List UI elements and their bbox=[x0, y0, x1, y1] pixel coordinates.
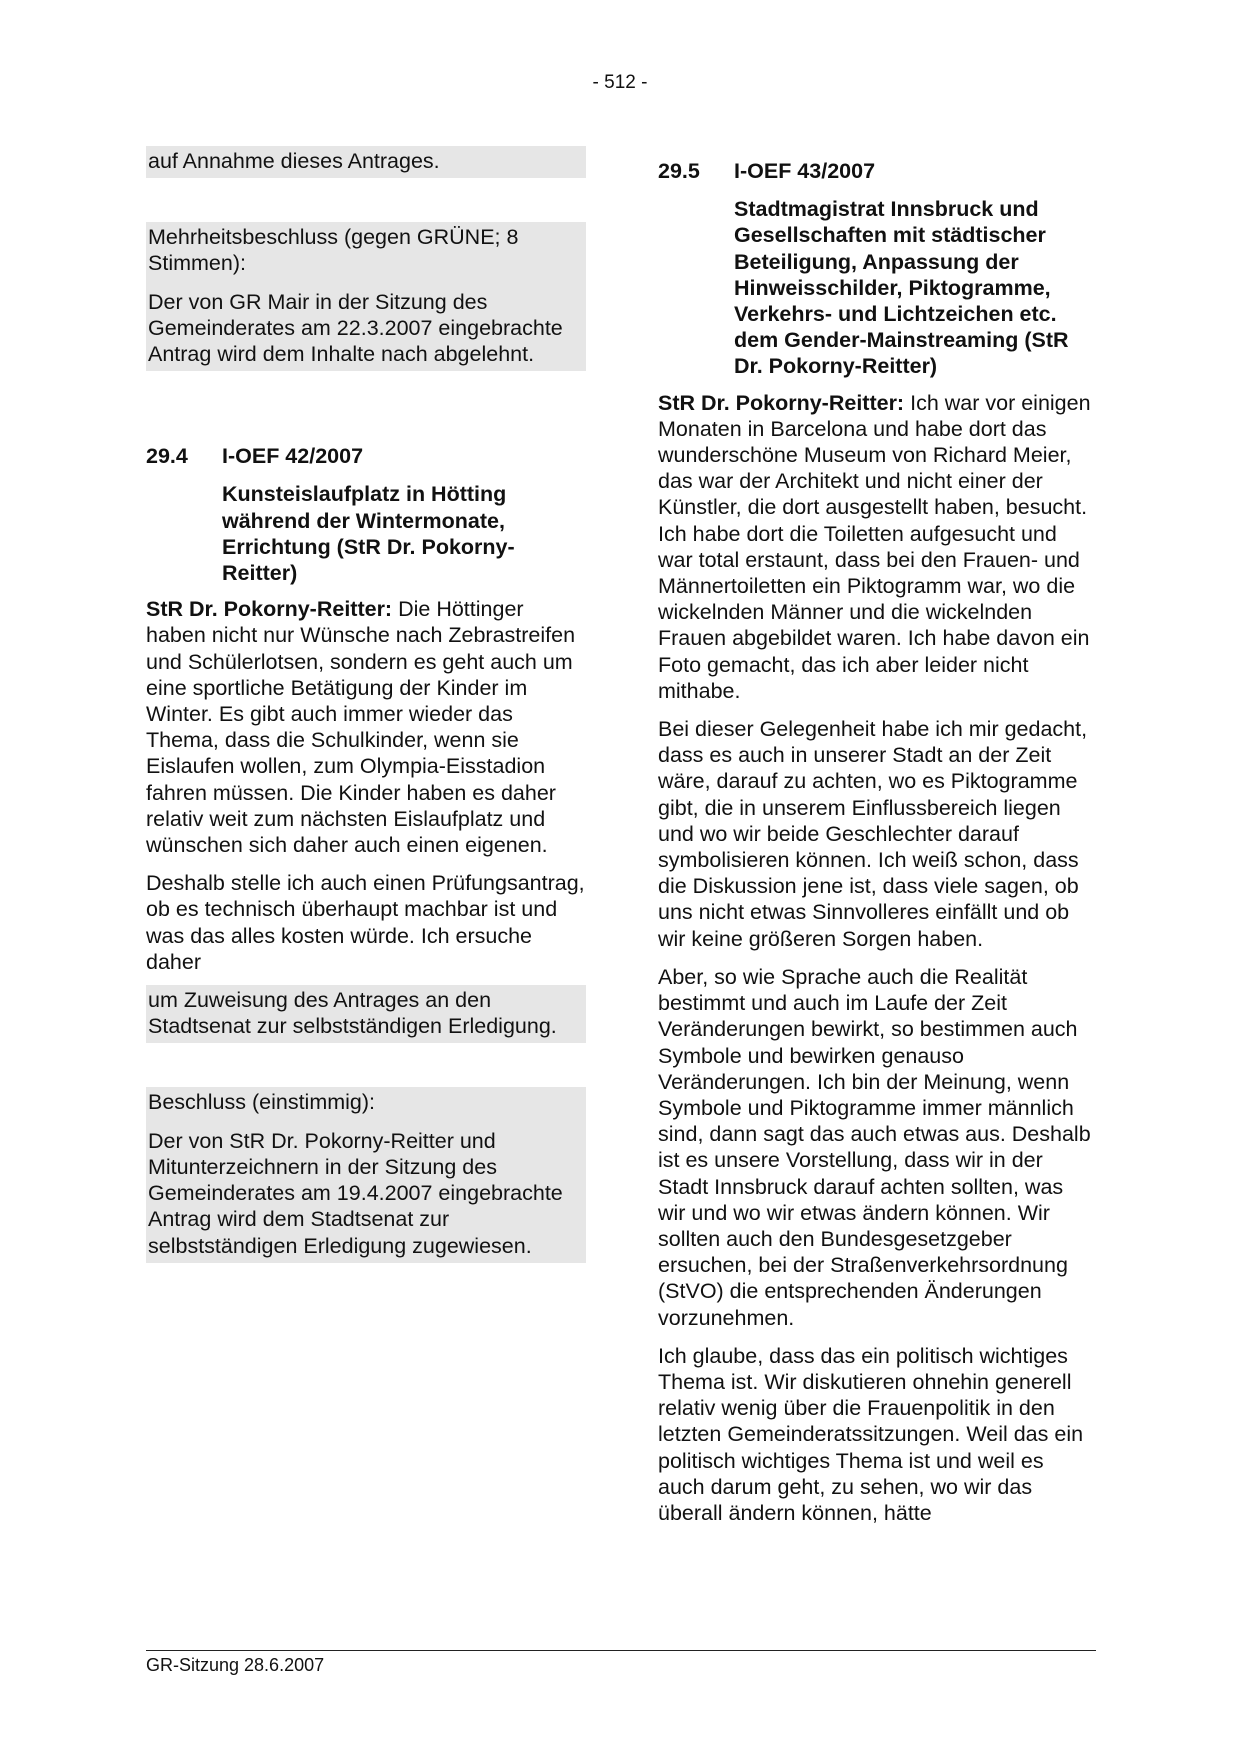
agenda-item-title: Stadtmagistrat Innsbruck und Gesellschaften mit städtischer Beteiligung, Anpassung der Hinweisschilder, Piktogramme, Verkehrs- und Lichtzeichen etc. dem Gender-Mainstreaming (StR Dr. Pokorny-Reitter) bbox=[734, 197, 1069, 379]
resolution-text: Der von StR Dr. Pokorny-Reitter und Mitunterzeichnern in der Sitzung des Gemeinderates am 19.4.2007 eingebrachte Antrag wird dem Stadtsenat zur selbstständigen Erledigung zugewiesen. bbox=[148, 1128, 563, 1258]
speech-paragraph bbox=[146, 596, 586, 858]
speech-paragraph: Aber, so wie Sprache auch die Realität bestimmt und auch im Laufe der Zeit Veränderungen bewirkt, so bestimmen auch Symbole und bewirken genauso Veränderungen. Ich bin der Meinung, wenn Symbole und Piktogramme immer männlich sind, dann sagt das auch etwas aus. Deshalb ist es unsere Vorstellung, dass wir in der Stadt Innsbruck darauf achten sollten, was wir und wo wir etwas ändern können. Wir sollten auch den Bundesgesetzgeber ersuchen, bei der Straßenverkehrsordnung (StVO) die entsprechenden Änderungen vorzunehmen. bbox=[658, 964, 1091, 1330]
speech-paragraph: Deshalb stelle ich auch einen Prüfungsantrag, ob es technisch überhaupt machbar ist und was das alles kosten würde. Ich ersuche daher bbox=[146, 871, 585, 974]
motion-box bbox=[146, 985, 586, 1043]
footer-divider bbox=[146, 1650, 1096, 1651]
footer-text: GR-Sitzung 28.6.2007 bbox=[146, 1655, 325, 1675]
resolution-box bbox=[146, 1087, 586, 1262]
resolution-label: Mehrheitsbeschluss (gegen GRÜNE; 8 Stimmen): bbox=[148, 225, 519, 276]
speaker-name: StR Dr. Pokorny-Reitter: bbox=[658, 390, 905, 415]
agenda-item-heading bbox=[146, 443, 586, 469]
speech-text: Die Höttinger haben nicht nur Wünsche nach Zebrastreifen und Schülerlotsen, sondern es geht auch um eine sportliche Betätigung der Kinder im Winter. Es gibt auch immer wieder das Thema, dass die Schulkinder, wenn sie Eislaufen wollen, zum Olympia-Eisstadion fahren müssen. Die Kinder haben es daher relativ weit zum nächsten Eislaufplatz und wünschen sich daher auch einen eigenen. bbox=[146, 597, 576, 858]
agenda-item-code: I-OEF 43/2007 bbox=[734, 159, 876, 183]
right-column bbox=[658, 158, 1096, 1526]
resolution-label: Beschluss (einstimmig): bbox=[148, 1090, 375, 1115]
agenda-item-number: 29.4 bbox=[146, 444, 188, 469]
agenda-item-title: Kunsteislaufplatz in Hötting während der Wintermonate, Errichtung (StR Dr. Pokorny-Reitter) bbox=[222, 482, 515, 586]
motion-text: um Zuweisung des Antrages an den Stadtsenat zur selbstständigen Erledigung. bbox=[148, 988, 557, 1039]
speech-paragraph: Bei dieser Gelegenheit habe ich mir gedacht, dass es auch in unserer Stadt an der Zeit wäre, darauf zu achten, wo es Piktogramme gibt, die in unserem Einflussbereich liegen und wo wir beide Geschlechter darauf symbolisieren können. Ich weiß schon, dass die Diskussion jene ist, dass viele sagen, ob uns nicht etwas Sinnvolleres einfällt und ob wir keine größeren Sorgen haben. bbox=[658, 717, 1088, 951]
page-number: - 512 - bbox=[592, 72, 648, 93]
agenda-item-number: 29.5 bbox=[658, 159, 700, 183]
resolution-box bbox=[146, 222, 586, 371]
left-column bbox=[146, 146, 586, 1263]
speech-text: Ich war vor einigen Monaten in Barcelona und habe dort das wunderschöne Museum von Richard Meier, das war der Architekt und nicht einer der Künstler, die dort ausgestellt haben, besucht. Ich habe dort die Toiletten aufgesucht und war total erstaunt, dass bei den Frauen- und Männertoiletten ein Piktogramm war, wo die wickelnden Männer und die wickelnden Frauen abgebildet waren. Ich habe davon ein Foto gemacht, das ich aber leider nicht mithabe. bbox=[658, 390, 1091, 703]
motion-text: auf Annahme dieses Antrages. bbox=[148, 149, 440, 173]
motion-box bbox=[146, 146, 586, 178]
resolution-text: Der von GR Mair in der Sitzung des Gemeinderates am 22.3.2007 eingebrachte Antrag wird dem Inhalte nach abgelehnt. bbox=[148, 289, 563, 367]
agenda-item-heading bbox=[658, 158, 1096, 184]
speech-paragraph: Ich glaube, dass das ein politisch wichtiges Thema ist. Wir diskutieren ohnehin generell relativ wenig über die Frauenpolitik in den letzten Gemeinderatssitzungen. Weil das ein politisch wichtiges Thema ist und weil es auch darum geht, zu sehen, wo wir das überall ändern können, hätte bbox=[658, 1343, 1084, 1525]
speech-paragraph bbox=[658, 390, 1096, 704]
agenda-item-code: I-OEF 42/2007 bbox=[222, 444, 364, 469]
speaker-name: StR Dr. Pokorny-Reitter: bbox=[146, 597, 393, 622]
